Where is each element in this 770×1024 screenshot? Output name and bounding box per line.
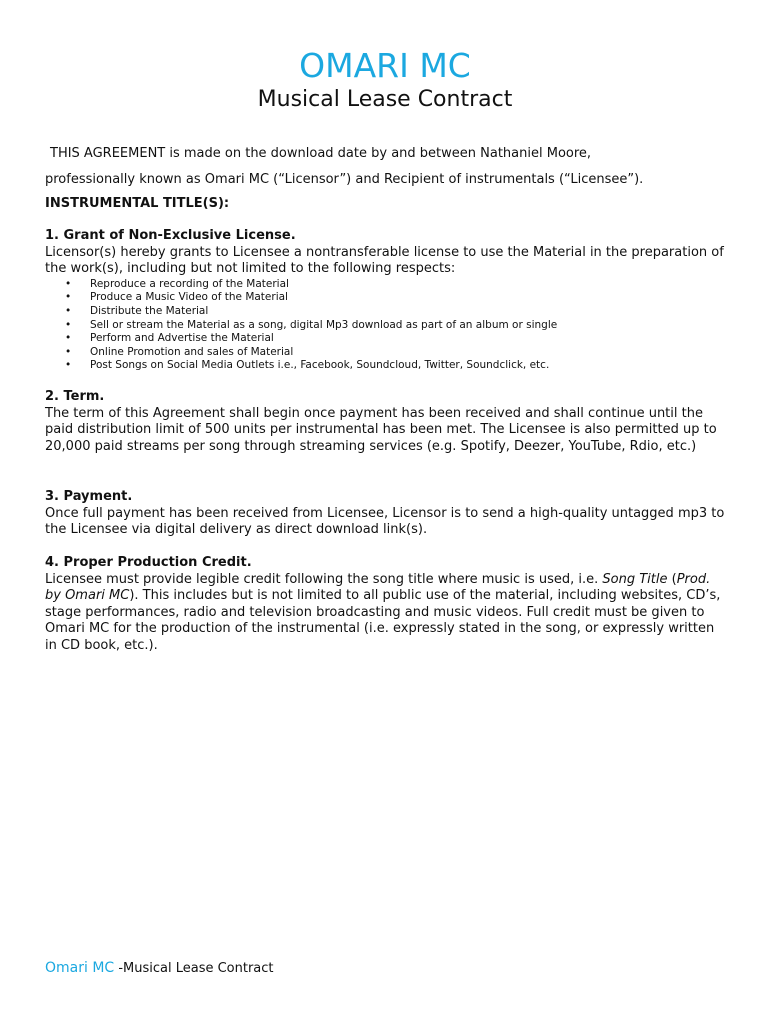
list-item <box>45 305 727 319</box>
prod-credit-example: Prod. by Omari MC <box>45 571 711 604</box>
footer-text: -Musical Lease Contract <box>114 961 274 976</box>
list-item <box>45 332 727 346</box>
instrumental-title-label: INSTRUMENTAL TITLE(S): <box>45 196 230 211</box>
section-heading-payment: 3. Payment. <box>45 489 133 504</box>
section-credit <box>45 555 727 655</box>
brand-title: OMARI MC <box>299 46 471 85</box>
section-body-grant: Licensor(s) hereby grants to Licensee a nontransferable license to use the Material in the preparation of the work(s), including but not limited to the following respects: <box>45 244 724 277</box>
bullet-icon: • <box>65 291 72 304</box>
list-item-text: Distribute the Material <box>90 304 209 317</box>
section-body-term: The term of this Agreement shall begin once payment has been received and shall continue until the paid distribution limit of 500 units per instrumental has been met. The Licensee is also permitted up to 20,000 paid streams per song through streaming services (e.g. Spotify, Deezer, YouTube, Rdio, etc.) <box>45 405 717 454</box>
section-heading-grant: 1. Grant of Non-Exclusive License. <box>45 228 296 243</box>
bullet-icon: • <box>65 332 72 345</box>
list-item <box>45 359 727 373</box>
section-grant <box>45 228 727 373</box>
list-item-text: Sell or stream the Material as a song, digital Mp3 download as part of an album or single <box>90 318 558 331</box>
credit-text-start: Licensee must provide legible credit following the song title where music is used, i.e. <box>45 571 603 587</box>
list-item-text: Reproduce a recording of the Material <box>90 277 289 290</box>
list-item <box>45 346 727 360</box>
list-item <box>45 319 727 333</box>
credit-text-end: ). This includes but is not limited to all public use of the material, including websites, CD’s, stage performances, radio and television broadcasting and music videos. Full credit must be given to Omari MC for the production of the instrumental (i.e. expressly stated in the song, or expressly written in CD book, etc.). <box>45 588 721 653</box>
section-body-payment: Once full payment has been received from Licensee, Licensor is to send a high-quality untagged mp3 to the Licensee via digital delivery as direct download link(s). <box>45 505 725 538</box>
section-term <box>45 389 727 455</box>
section-heading-term: 2. Term. <box>45 389 105 404</box>
intro-line-1: THIS AGREEMENT is made on the download date by and between Nathaniel Moore, <box>50 146 592 161</box>
bullet-icon: • <box>65 359 72 372</box>
rights-list <box>45 278 727 373</box>
bullet-icon: • <box>65 318 72 331</box>
section-body-credit <box>45 572 727 655</box>
section-payment <box>45 489 727 539</box>
list-item-text: Perform and Advertise the Material <box>90 332 274 345</box>
document-subtitle: Musical Lease Contract <box>257 87 513 112</box>
list-item <box>45 278 727 292</box>
bullet-icon: • <box>65 277 72 290</box>
section-heading-credit: 4. Proper Production Credit. <box>45 555 252 570</box>
intro-line-2: professionally known as Omari MC (“Licensor”) and Recipient of instrumentals (“Licensee”). <box>45 172 644 187</box>
footer-brand: Omari MC <box>45 960 115 976</box>
list-item <box>45 291 727 305</box>
list-item-text: Produce a Music Video of the Material <box>90 291 288 304</box>
song-title-example: Song Title <box>602 571 668 587</box>
credit-paren-open: ( <box>667 571 677 587</box>
page-footer <box>45 959 274 978</box>
list-item-text: Online Promotion and sales of Material <box>90 345 294 358</box>
bullet-icon: • <box>65 345 72 358</box>
list-item-text: Post Songs on Social Media Outlets i.e., Facebook, Soundcloud, Twitter, Soundclick, etc. <box>90 359 550 372</box>
bullet-icon: • <box>65 304 72 317</box>
